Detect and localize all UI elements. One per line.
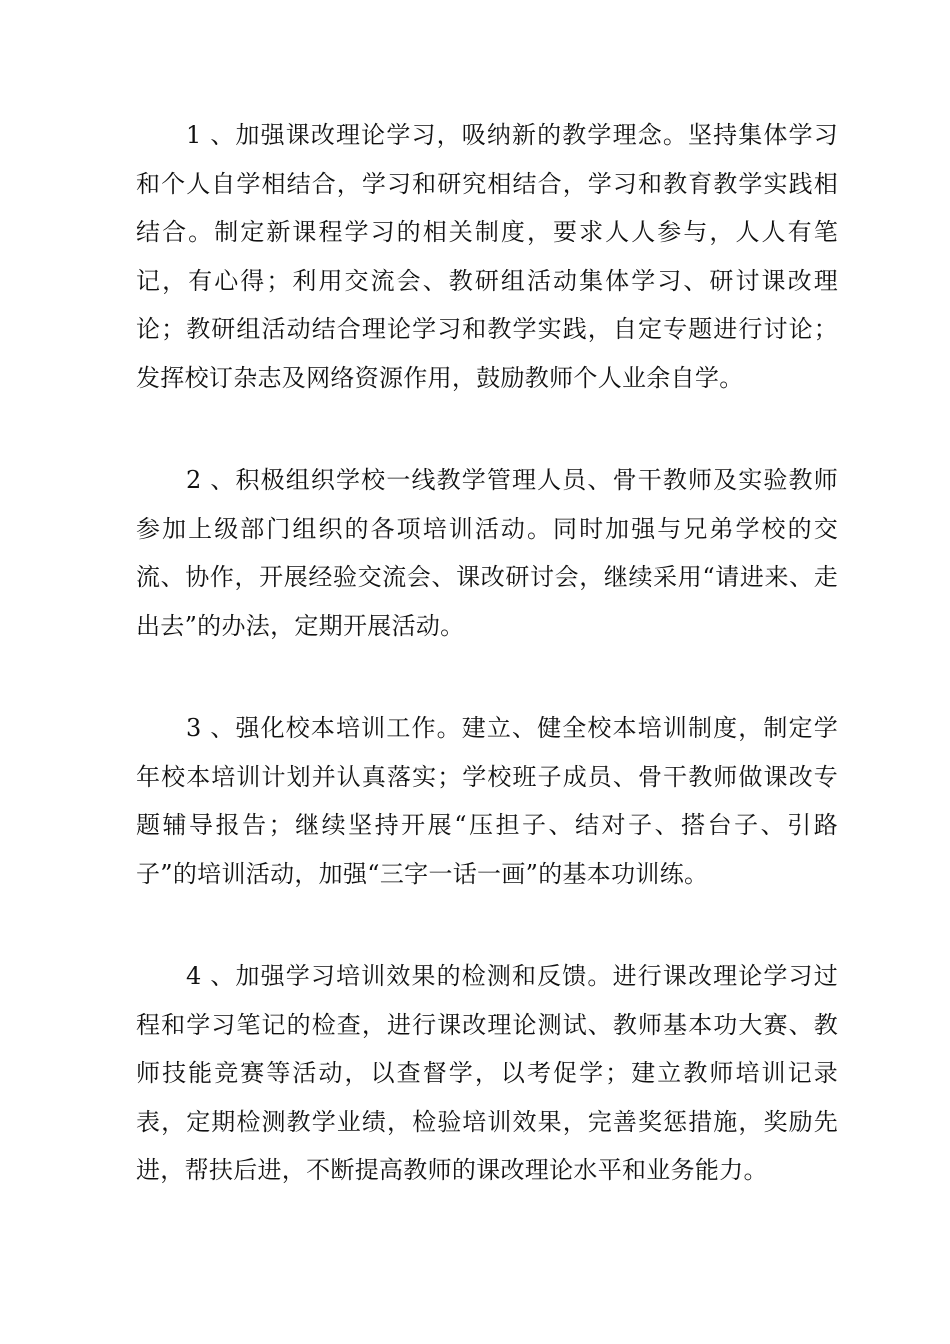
paragraph-2: 2 、积极组织学校一线教学管理人员、骨干教师及实验教师参加上级部门组织的各项培训活动。同时加强与兄弟学校的交流、协作，开展经验交流会、课改研讨会，继续采用“请进来、走出去”的办法，定期开展活动。 — [136, 466, 838, 640]
paragraph-1: 1 、加强课改理论学习，吸纳新的教学理念。坚持集体学习和个人自学相结合，学习和研究相结合，学习和教育教学实践相结合。制定新课程学习的相关制度，要求人人参与，人人有笔记，有心得；利用交流会、教研组活动集体学习、研讨课改理论；教研组活动结合理论学习和教学实践，自定专题进行讨论；发挥校订杂志及网络资源作用，鼓励教师个人业余自学。 — [136, 121, 838, 392]
paragraph-4: 4 、加强学习培训效果的检测和反馈。进行课改理论学习过程和学习笔记的检查，进行课改理论测试、教师基本功大赛、教师技能竞赛等活动，以查督学，以考促学；建立教师培训记录表，定期检测教学业绩，检验培训效果，完善奖惩措施，奖励先进，帮扶后进，不断提高教师的课改理论水平和业务能力。 — [136, 962, 838, 1184]
paragraph-3: 3 、强化校本培训工作。建立、健全校本培训制度，制定学年校本培训计划并认真落实；学校班子成员、骨干教师做课改专题辅导报告；继续坚持开展“压担子、结对子、搭台子、引路子”的培训活动，加强“三字一话一画”的基本功训练。 — [136, 714, 838, 888]
